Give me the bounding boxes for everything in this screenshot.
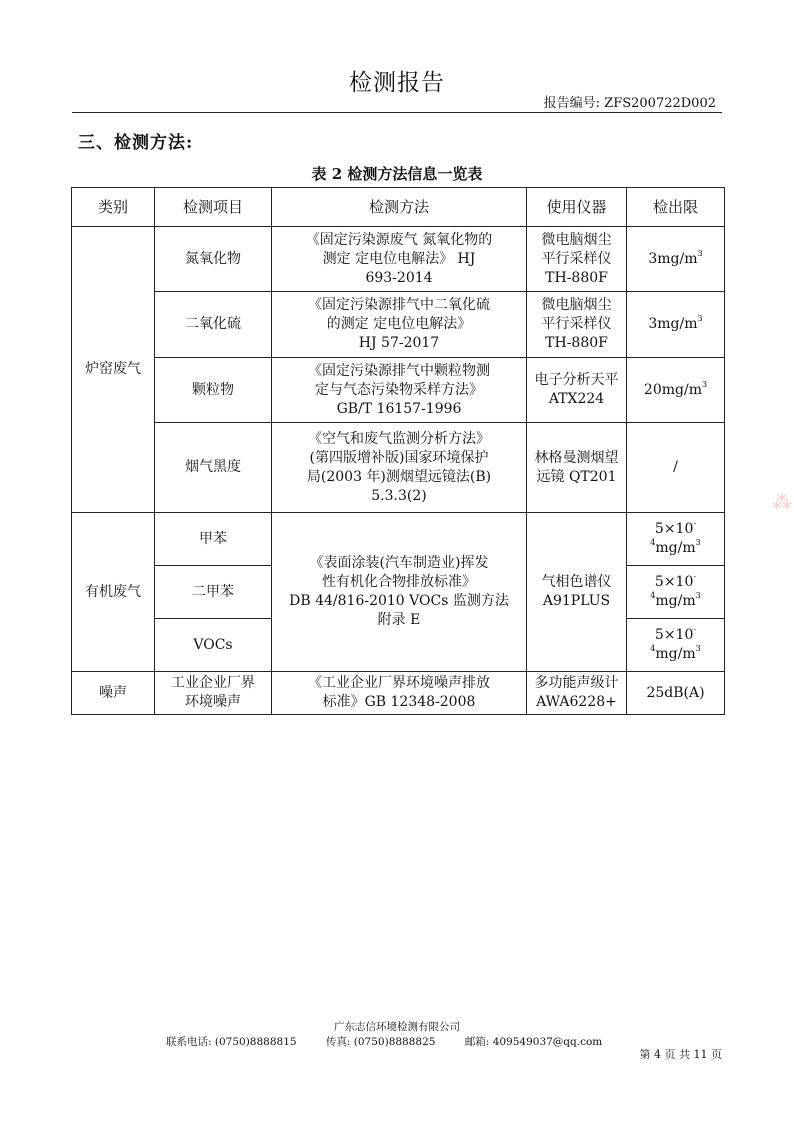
method-cell: 《固定污染源排气中颗粒物测 定与气态污染物采样方法》 GB/T 16157-1996 bbox=[272, 358, 527, 423]
page-number: 第 4 页 共 11 页 bbox=[639, 1048, 722, 1061]
instrument-cell: 电子分析天平 ATX224 bbox=[527, 358, 627, 423]
limit-cell: $5\times 10^{-4}mg/m^3$ bbox=[627, 619, 725, 672]
seal-stamp: ⁂ bbox=[770, 490, 794, 514]
methods-table bbox=[71, 187, 725, 715]
instrument-cell: 微电脑烟尘 平行采样仪 TH-880F bbox=[527, 227, 627, 292]
category-cell: 噪声 bbox=[72, 672, 155, 715]
footer-fax: 传真: (0750)8888825 bbox=[325, 1036, 436, 1048]
category-cell: 炉窑废气 bbox=[72, 227, 155, 513]
table-row bbox=[72, 672, 725, 715]
item-cell: 二甲苯 bbox=[155, 566, 272, 619]
column-header-instrument: 使用仪器 bbox=[527, 188, 627, 227]
report-number-value: ZFS200722D002 bbox=[604, 96, 716, 111]
item-cell: 烟气黑度 bbox=[155, 423, 272, 513]
method-cell: 《固定污染源排气中二氧化硫 的测定 定电位电解法》 HJ 57-2017 bbox=[272, 292, 527, 358]
limit-cell: 25dB(A) bbox=[627, 672, 725, 715]
limit-cell: $3mg/m^3$ bbox=[627, 292, 725, 358]
report-number-label: 报告编号: bbox=[543, 96, 601, 111]
method-cell: 《工业企业厂界环境噪声排放 标准》GB 12348-2008 bbox=[272, 672, 527, 715]
instrument-cell: 多功能声级计 AWA6228+ bbox=[527, 672, 627, 715]
item-cell: 工业企业厂界 环境噪声 bbox=[155, 672, 272, 715]
item-cell: 甲苯 bbox=[155, 513, 272, 566]
method-cell: 《空气和废气监测分析方法》 (第四版增补版)国家环境保护 局(2003 年)测烟望远镜法(B) 5.3.3(2) bbox=[272, 423, 527, 513]
footer-contact bbox=[166, 1034, 628, 1049]
item-cell: VOCs bbox=[155, 619, 272, 672]
limit-cell: $5\times 10^{-4}mg/m^3$ bbox=[627, 513, 725, 566]
limit-cell: $20mg/m^3$ bbox=[627, 358, 725, 423]
column-header-limit: 检出限 bbox=[627, 188, 725, 227]
report-number bbox=[544, 92, 716, 111]
instrument-cell: 微电脑烟尘 平行采样仪 TH-880F bbox=[527, 292, 627, 358]
header-divider bbox=[72, 112, 722, 113]
table-row bbox=[72, 423, 725, 513]
table-row bbox=[72, 227, 725, 292]
item-cell: 颗粒物 bbox=[155, 358, 272, 423]
limit-cell: $5\times 10^{-4}mg/m^3$ bbox=[627, 566, 725, 619]
table-header-row bbox=[72, 188, 725, 227]
table-row bbox=[72, 292, 725, 358]
footer-company: 广东志信环境检测有限公司 bbox=[334, 1021, 460, 1033]
limit-cell: $3mg/m^3$ bbox=[627, 227, 725, 292]
footer-phone: 联系电话: (0750)8888815 bbox=[166, 1036, 297, 1048]
table-row bbox=[72, 358, 725, 423]
category-cell: 有机废气 bbox=[72, 513, 155, 672]
report-title: 检测报告 bbox=[349, 70, 445, 96]
column-header-item: 检测项目 bbox=[155, 188, 272, 227]
column-header-category: 类别 bbox=[72, 188, 155, 227]
column-header-method: 检测方法 bbox=[272, 188, 527, 227]
item-cell: 氮氧化物 bbox=[155, 227, 272, 292]
item-cell: 二氧化硫 bbox=[155, 292, 272, 358]
footer-email: 邮箱: 409549037@qq.com bbox=[464, 1036, 603, 1048]
instrument-cell: 林格曼测烟望 远镜 QT201 bbox=[527, 423, 627, 513]
table-caption: 表 2 检测方法信息一览表 bbox=[311, 165, 483, 183]
instrument-cell: 气相色谱仪 A91PLUS bbox=[527, 513, 627, 672]
method-cell: 《固定污染源废气 氮氧化物的 测定 定电位电解法》 HJ 693-2014 bbox=[272, 227, 527, 292]
section-heading: 三、检测方法: bbox=[78, 133, 194, 153]
limit-cell: / bbox=[627, 423, 725, 513]
table-row bbox=[72, 513, 725, 566]
method-cell: 《表面涂装(汽车制造业)挥发 性有机化合物排放标准》 DB 44/816-2010 VOCs 监测方法 附录 E bbox=[272, 513, 527, 672]
